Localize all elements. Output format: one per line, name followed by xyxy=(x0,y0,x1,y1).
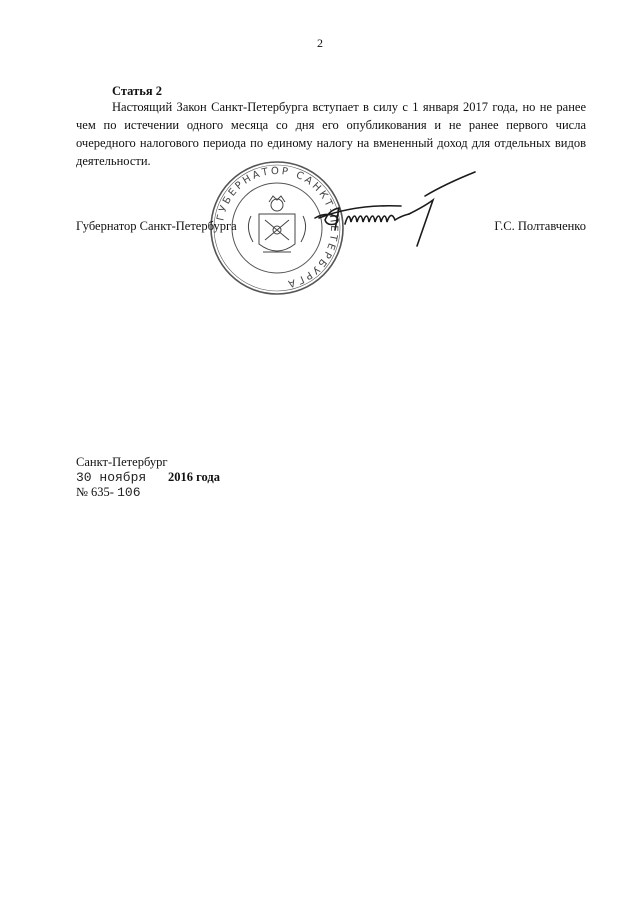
city-name: Санкт-Петербург xyxy=(76,455,168,469)
seal-text: ГУБЕРНАТОР САНКТ-ПЕТЕРБУРГА xyxy=(215,165,340,290)
handwritten-signature-icon xyxy=(305,160,485,250)
article-title: Статья 2 xyxy=(112,84,162,98)
law-number-suffix: 106 xyxy=(117,485,141,500)
date-year: 2016 года xyxy=(168,470,220,484)
date-day-month: 30 ноября xyxy=(76,470,147,485)
city-row xyxy=(76,455,220,470)
signatory-name: Г.С. Полтавченко xyxy=(494,219,586,233)
signatory-title: Губернатор Санкт-Петербурга xyxy=(76,219,237,233)
article-paragraph: Настоящий Закон Санкт-Петербурга вступает в силу с 1 января 2017 года, но не ранее чем по истечении одного месяца со дня его опубликования и не ранее первого числа очередного налогового периода по единому налогу на вмененный доход для отдельных видов деятельности. xyxy=(76,100,586,168)
page-number: 2 xyxy=(317,36,323,50)
place-date-block xyxy=(76,455,220,500)
number-row xyxy=(76,485,220,500)
date-row xyxy=(76,470,220,485)
law-number-prefix: № 635- xyxy=(76,485,114,499)
